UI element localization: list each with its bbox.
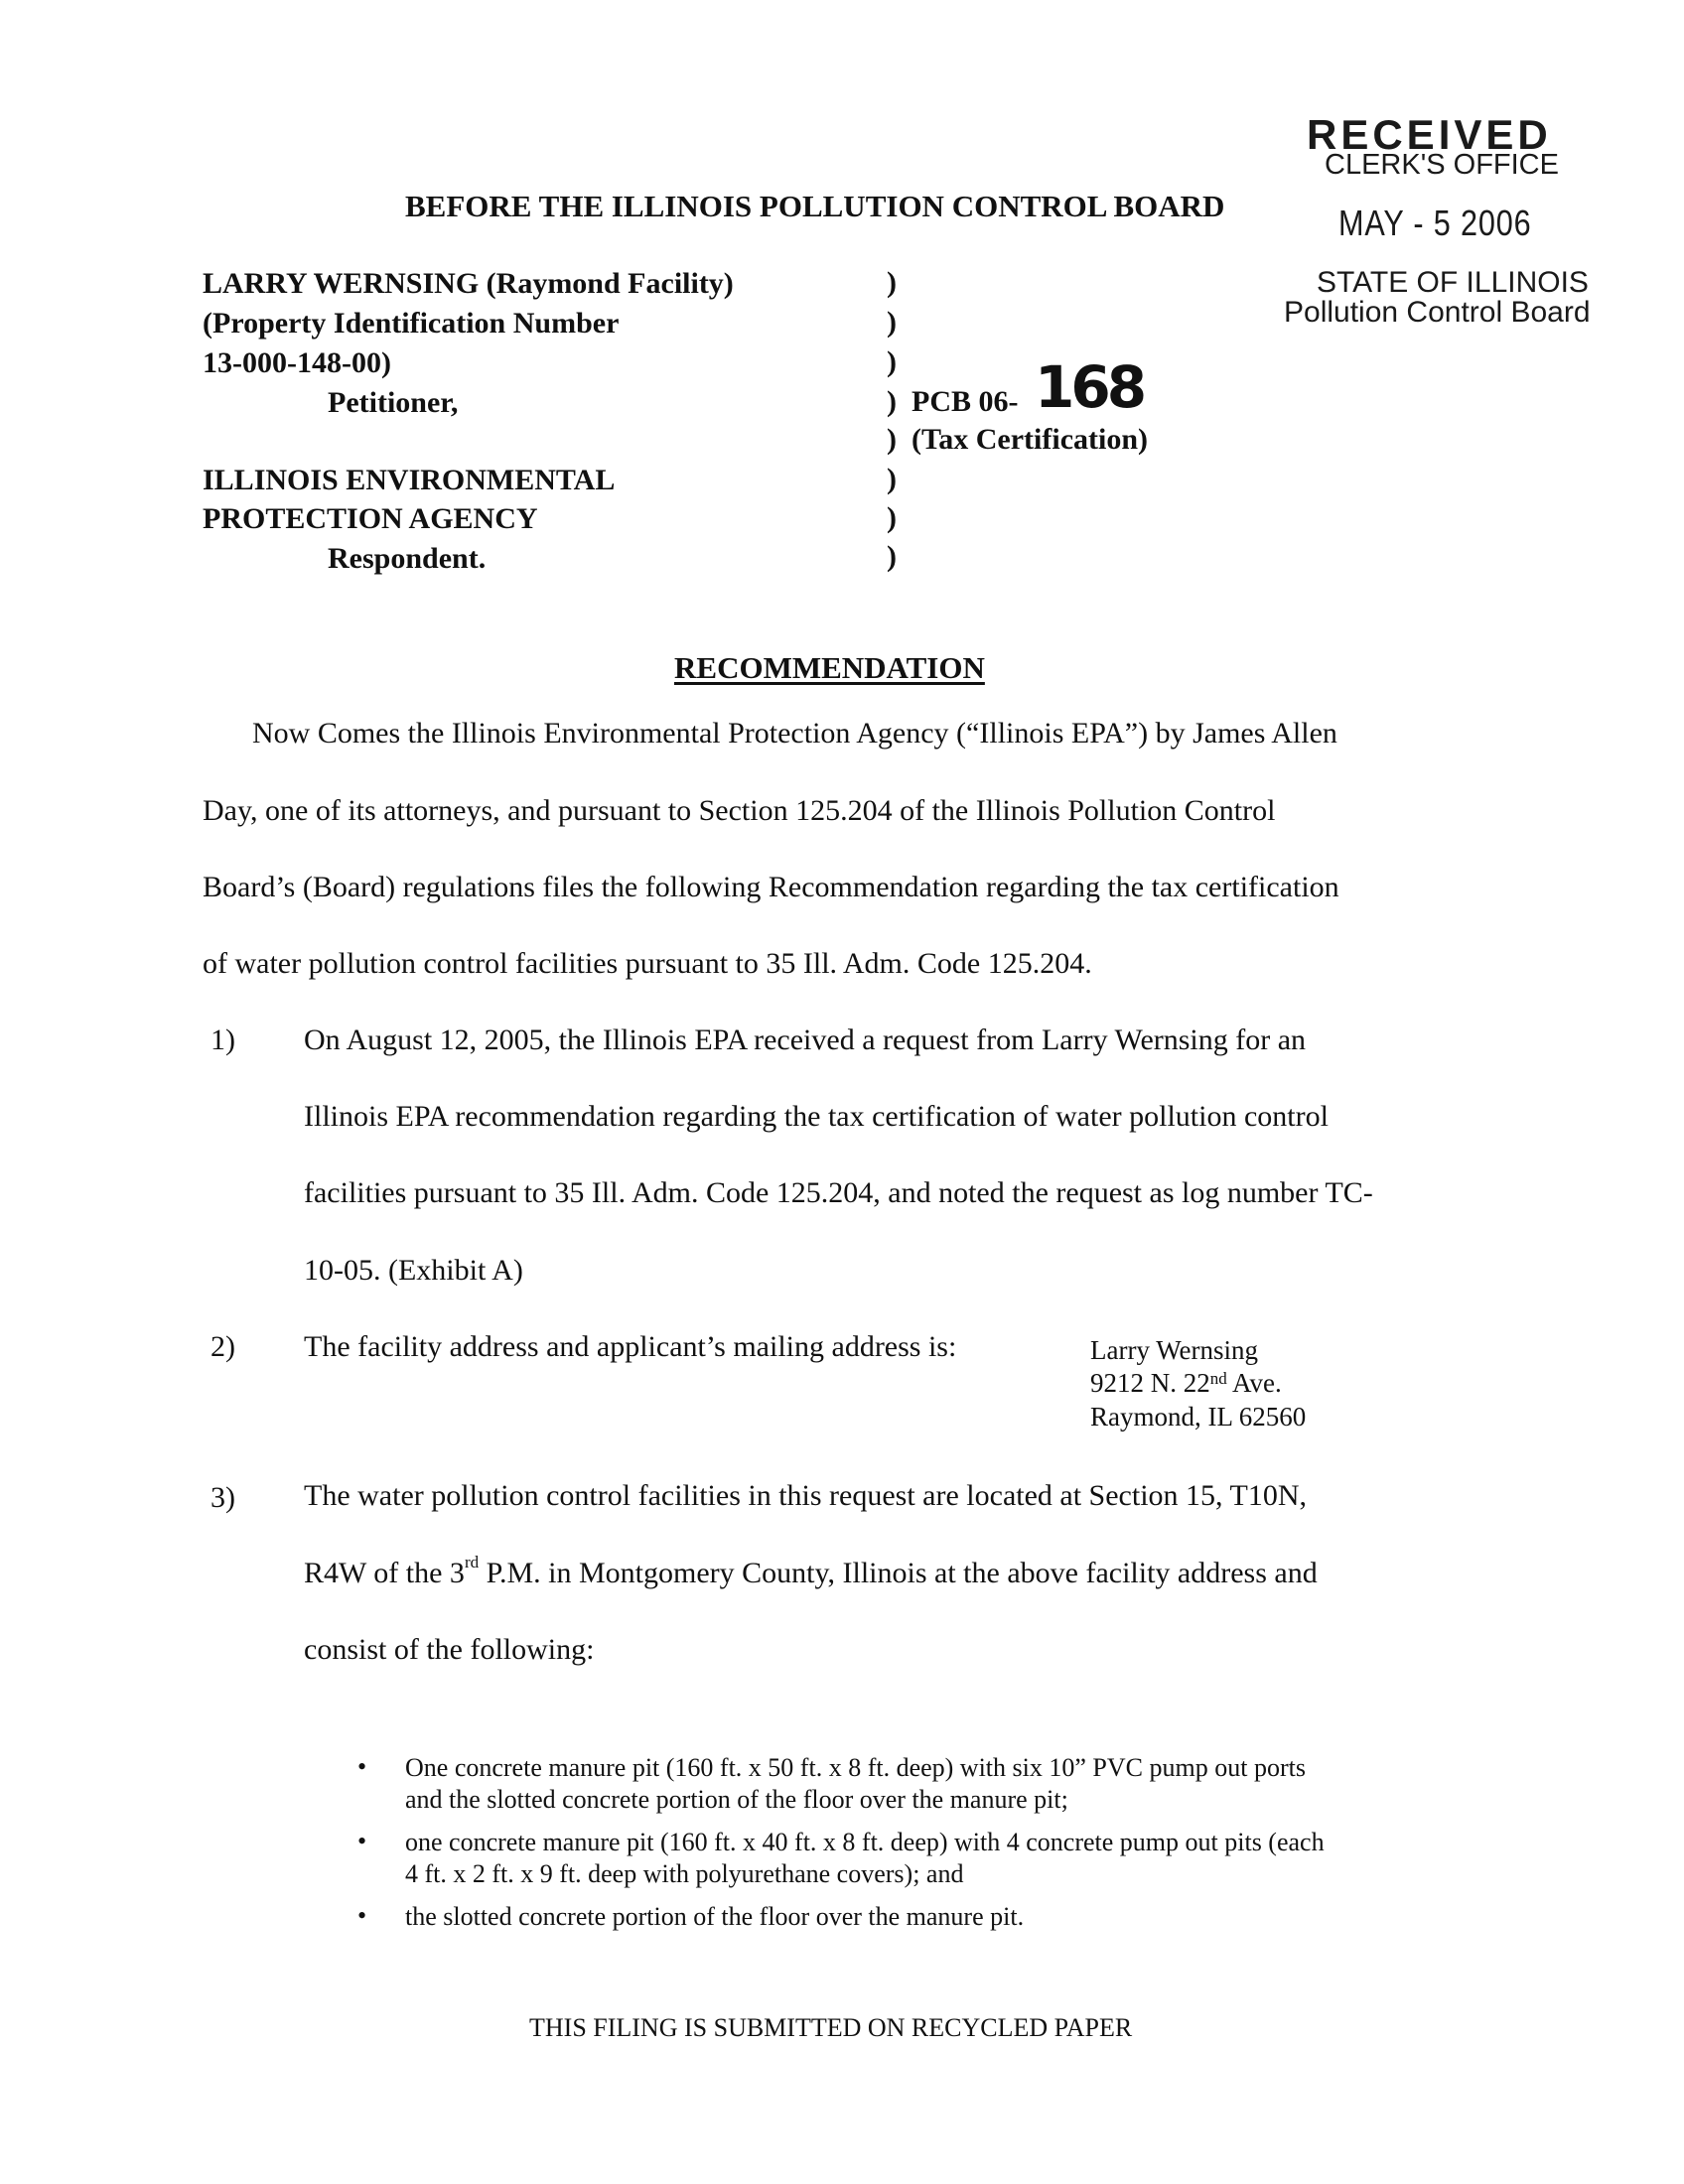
address-name: Larry Wernsing (1090, 1335, 1259, 1365)
bullet-line: one concrete manure pit (160 ft. x 40 ft. x 8 ft. deep) with 4 concrete pump out pits (each (405, 1828, 1325, 1856)
board-title: BEFORE THE ILLINOIS POLLUTION CONTROL BOARD (405, 189, 1225, 223)
caption-paren: ) (887, 385, 897, 418)
item-1-line: 10-05. (Exhibit A) (304, 1254, 523, 1287)
caption-paren: ) (887, 306, 897, 339)
respondent-name-line-2: PROTECTION AGENCY (203, 502, 538, 535)
received-stamp-board: Pollution Control Board (1284, 296, 1591, 329)
intro-line: of water pollution control facilities pursuant to 35 Ill. Adm. Code 125.204. (203, 947, 1092, 980)
received-stamp-title: RECEIVED (1307, 111, 1552, 158)
case-number-handwritten: 168 (1035, 353, 1144, 421)
petitioner-pin-label: (Property Identification Number (203, 307, 620, 340)
case-number-prefix: PCB 06- (912, 385, 1019, 418)
item-3-line: The water pollution control facilities in this request are located at Section 15, T10N, (304, 1479, 1307, 1512)
intro-line: Now Comes the Illinois Environmental Protection Agency (“Illinois EPA”) by James Allen (252, 717, 1337, 750)
caption-paren: ) (887, 463, 897, 495)
address-city: Raymond, IL 62560 (1090, 1402, 1307, 1432)
received-stamp-date: MAY - 5 2006 (1338, 203, 1532, 243)
caption-paren: ) (887, 423, 897, 456)
caption-paren: ) (887, 345, 897, 378)
intro-line: Board’s (Board) regulations files the following Recommendation regarding the tax certification (203, 871, 1339, 903)
bullet-marker: • (357, 1827, 367, 1855)
caption-paren: ) (887, 266, 897, 299)
footer-note: THIS FILING IS SUBMITTED ON RECYCLED PAPER (529, 2013, 1133, 2042)
item-number: 3) (210, 1481, 235, 1514)
bullet-line: and the slotted concrete portion of the floor over the manure pit; (405, 1785, 1068, 1814)
caption-paren: ) (887, 540, 897, 573)
item-3-line: consist of the following: (304, 1633, 595, 1666)
item-number: 2) (210, 1330, 235, 1363)
case-type: (Tax Certification) (912, 423, 1149, 456)
item-number: 1) (210, 1024, 235, 1056)
caption-paren: ) (887, 501, 897, 534)
address-street: 9212 N. 22nd Ave. (1090, 1368, 1282, 1398)
petitioner-pin-number: 13-000-148-00) (203, 346, 391, 379)
item-3-line: R4W of the 3rd P.M. in Montgomery County, Illinois at the above facility address and (304, 1553, 1318, 1589)
received-stamp-state: STATE OF ILLINOIS (1317, 266, 1589, 299)
item-2-line: The facility address and applicant’s mailing address is: (304, 1330, 957, 1363)
petitioner-name: LARRY WERNSING (Raymond Facility) (203, 267, 734, 300)
bullet-marker: • (357, 1752, 367, 1781)
intro-line: Day, one of its attorneys, and pursuant to Section 125.204 of the Illinois Pollution Control (203, 794, 1276, 827)
bullet-line: 4 ft. x 2 ft. x 9 ft. deep with polyurethane covers); and (405, 1859, 964, 1888)
item-1-line: facilities pursuant to 35 Ill. Adm. Code 125.204, and noted the request as log number TC- (304, 1176, 1373, 1209)
petitioner-role: Petitioner, (328, 386, 459, 419)
document-heading: RECOMMENDATION (674, 650, 985, 685)
respondent-name-line-1: ILLINOIS ENVIRONMENTAL (203, 464, 616, 496)
item-1-line: On August 12, 2005, the Illinois EPA received a request from Larry Wernsing for an (304, 1024, 1307, 1056)
bullet-line: One concrete manure pit (160 ft. x 50 ft. x 8 ft. deep) with six 10” PVC pump out ports (405, 1753, 1306, 1782)
bullet-marker: • (357, 1901, 367, 1930)
respondent-role: Respondent. (328, 542, 487, 575)
received-stamp-office: CLERK'S OFFICE (1325, 149, 1559, 181)
item-1-line: Illinois EPA recommendation regarding the tax certification of water pollution control (304, 1100, 1329, 1133)
bullet-line: the slotted concrete portion of the floor over the manure pit. (405, 1902, 1025, 1931)
